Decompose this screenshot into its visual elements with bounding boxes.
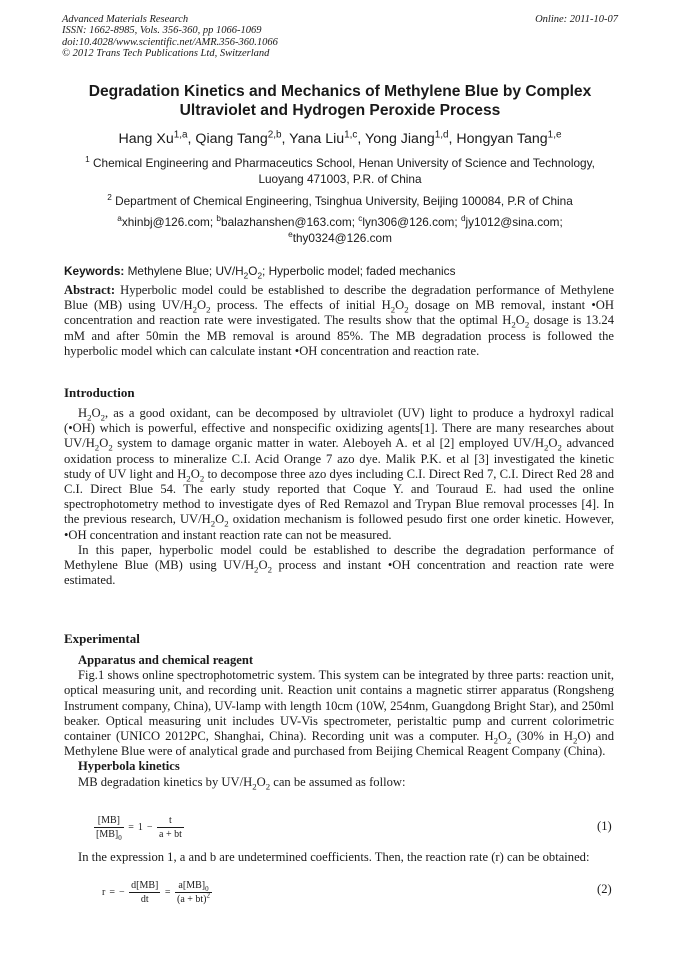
- author-mark: 1,c: [344, 129, 358, 141]
- abstract: [64, 283, 614, 359]
- email-mark: e: [288, 230, 293, 240]
- text-run: O: [215, 512, 225, 527]
- subscript: 2: [100, 412, 106, 423]
- affiliation-text: Luoyang 471003, P.R. of China: [258, 172, 422, 186]
- abstract-text: Hyperbolic model could be established to describe the degradation performance of Methylene Blue (MB) using UV/H: [64, 283, 614, 313]
- keywords-label: Keywords:: [64, 264, 125, 278]
- numerator: [MB]: [94, 815, 124, 828]
- subscript: 2: [507, 735, 512, 746]
- denominator: a + bt: [159, 829, 182, 840]
- text-run: (30% in H: [511, 729, 573, 744]
- equals-sign: =: [109, 887, 115, 898]
- subscript: 2: [254, 564, 259, 575]
- email-list: [62, 214, 618, 246]
- journal-header: [62, 14, 618, 59]
- text-run: O: [190, 466, 200, 481]
- text-run: O: [91, 406, 101, 420]
- doi-line: doi:10.4028/www.scientific.net/AMR.356-360.1066: [62, 36, 278, 48]
- subscript: 2: [557, 442, 562, 453]
- paper-title: [62, 82, 618, 120]
- superscript: 2: [206, 891, 211, 900]
- subscript: 2: [243, 271, 249, 281]
- text-run: process and instant •OH concentration and reaction rate were estimated.: [64, 558, 614, 588]
- subscript: 2: [210, 518, 216, 529]
- minus-sign: −: [118, 887, 125, 898]
- fraction: [157, 815, 184, 840]
- subscript: 2: [267, 564, 272, 575]
- paragraph: [64, 406, 614, 543]
- subscript: 2: [404, 304, 409, 315]
- subscript: 2: [257, 271, 263, 281]
- fraction: [94, 815, 124, 840]
- abstract-text: O: [197, 298, 207, 313]
- text-run: O: [99, 436, 109, 451]
- text-run: MB degradation kinetics by UV/H: [78, 774, 253, 789]
- numerator: d[MB]: [131, 880, 159, 891]
- journal-name: Advanced Materials Research: [62, 14, 189, 25]
- experimental-body-continued: [64, 850, 614, 865]
- subsection-heading-hyperbola: Hyperbola kinetics: [78, 759, 180, 774]
- email-address: thy0324@126.com: [292, 231, 392, 245]
- keywords-text: O: [248, 264, 258, 278]
- affiliation-1: [62, 155, 618, 187]
- text-run: O: [258, 558, 268, 573]
- paragraph: [64, 775, 614, 790]
- author-name: Qiang Tang: [195, 131, 268, 147]
- denominator-text: [MB]: [96, 829, 119, 840]
- equation-number: (1): [597, 819, 612, 833]
- email-mark: b: [216, 214, 222, 224]
- keywords-text: Methylene Blue; UV/H: [127, 264, 244, 278]
- introduction-body: [64, 406, 614, 588]
- subsection-heading-apparatus: Apparatus and chemical reagent: [78, 653, 254, 667]
- subscript: 2: [493, 735, 498, 746]
- email-mark: a: [117, 214, 122, 224]
- section-heading-experimental: Experimental: [64, 631, 140, 646]
- text-run: O: [497, 729, 508, 744]
- subscript: 2: [543, 442, 549, 453]
- author-mark: 1,d: [434, 129, 449, 141]
- denominator: dt: [140, 894, 149, 905]
- email-address: balazhanshen@163.com;: [221, 215, 355, 229]
- abstract-text: O: [515, 313, 525, 328]
- paragraph: [64, 668, 614, 759]
- minus-sign: −: [146, 822, 153, 833]
- text-run: , as a good oxidant, can be decomposed by ultraviolet (UV) light to produce a hydroxyl radical (•OH) which is powerful, effective and nonspecific oxidizing agents[1]. There are many researches about UV/H: [64, 406, 614, 451]
- fraction: [175, 880, 212, 905]
- subscript: 2: [94, 442, 100, 453]
- experimental-body: [64, 653, 614, 790]
- affiliation-mark: 1: [85, 155, 90, 165]
- subscript: 2: [265, 781, 271, 792]
- text-run: oxidation mechanism is followed pesudo first one order kinetic. However, •OH concentration and instant reaction rate can not be measured.: [64, 512, 615, 542]
- email-mark: d: [460, 214, 466, 224]
- author-mark: 1,a: [173, 129, 188, 141]
- author-name: Hongyan Tang: [456, 131, 548, 147]
- abstract-text: dosage is 13.24 mM and after 50min the MB removal is around 85%. The MB degradation process is followed the hyperbolic model which can calculate instant •OH concentration and reaction rate.: [64, 313, 615, 358]
- author-name: Yong Jiang: [365, 131, 435, 147]
- subscript: 2: [199, 473, 205, 484]
- equation-2: [100, 880, 212, 905]
- text-run: O) and Methylene Blue were of analytical grade and purchased from Beijing Chemical Reagent Company (China).: [64, 729, 614, 759]
- numerator-text: a[MB]: [178, 880, 206, 891]
- affiliation-2: [62, 193, 618, 209]
- subscript: 2: [511, 319, 516, 330]
- text-run: In this paper, hyperbolic model could be established to describe the degradation performance of Methylene Blue (MB) using UV/H: [64, 542, 614, 573]
- title-line-2: Ultraviolet and Hydrogen Peroxide Process: [179, 102, 501, 119]
- subscript: 2: [252, 781, 257, 792]
- author-mark: 2,b: [267, 129, 282, 141]
- equals-sign: =: [164, 887, 171, 898]
- author-name: Hang Xu: [118, 131, 174, 147]
- subscript: 2: [186, 473, 191, 484]
- subscript: 2: [224, 518, 229, 529]
- abstract-text: dosage on MB removal, instant •OH concentration and reaction rate were investigated. The results show that the optimal H: [64, 298, 614, 328]
- equation-1: [94, 815, 184, 840]
- text-run: O: [548, 436, 558, 451]
- fraction: [129, 880, 160, 905]
- affiliation-mark: 2: [107, 193, 112, 203]
- text-run: H: [78, 406, 88, 420]
- email-mark: c: [358, 214, 363, 224]
- email-address: jy1012@sina.com;: [465, 215, 563, 229]
- subscript: 2: [108, 442, 113, 453]
- section-heading-introduction: Introduction: [64, 385, 135, 400]
- subscript: 2: [573, 735, 578, 746]
- author-list: Hang Xu$^{1,a}$, Qiang Tang$^{2,b}$, Yana Liu$^{1,c}$, Yong Jiang$^{1,d}$, Hongyan Tang$^{1,e}$: [118, 129, 562, 147]
- equals-sign: =: [128, 822, 134, 833]
- online-date: Online: 2011-10-07: [535, 14, 618, 25]
- numerator: t: [157, 815, 184, 828]
- denominator: [94, 828, 124, 840]
- paragraph: In the expression 1, a and b are undetermined coefficients. Then, the reaction rate (r) can be obtained:: [78, 850, 590, 864]
- text-run: Fig.1 shows online spectrophotometric system. This system can be integrated by three parts: reaction unit, optical measuring unit, and recording unit. Reaction unit contains a magnetic stirrer apparatus (Rongsheng Instrument company, China), UV-lamp with length 10cm (10W, 254nm, Guangdong Bright Star), and 250ml beaker. Optical measuring unit includes UV-Vis spectrometer, peristaltic pump and current colorimetric container (UNICO 2012PC, Shanghai, China). Recording unit was a computer. H: [64, 668, 614, 744]
- abstract-text: process. The effects of initial H: [210, 298, 391, 313]
- title-line-1: Degradation Kinetics and Mechanics of Methylene Blue by Complex: [88, 83, 592, 100]
- subscript: 2: [192, 304, 198, 315]
- paragraph: [64, 543, 614, 589]
- email-address: lyn306@126.com;: [362, 215, 458, 229]
- equation-number: (2): [597, 882, 612, 896]
- text-run: advanced oxidation process to mineralize C.I. Acid Orange 7 azo dye. Malik P.K. et al [3] investigated the kinetic study of UV light and H: [64, 436, 614, 481]
- author-name: Yana Liu: [289, 131, 345, 147]
- keywords-text: ; Hyperbolic model; faded mechanics: [262, 264, 456, 278]
- text-run: can be assumed as follow:: [270, 774, 406, 789]
- affiliation-text: Chemical Engineering and Pharmaceutics School, Henan University of Science and Technology,: [93, 156, 595, 170]
- subscript: 0: [205, 885, 209, 893]
- text-run: system to damage organic matter in water. Aleboyeh A. et al [2] employed UV/H: [112, 436, 544, 451]
- denominator-text: (a + bt): [177, 894, 207, 905]
- subscript: 2: [87, 412, 92, 423]
- abstract-label: Abstract:: [64, 283, 116, 297]
- denominator: [175, 893, 212, 905]
- subscript: 2: [524, 319, 530, 330]
- copyright-line: © 2012 Trans Tech Publications Ltd, Switzerland: [62, 47, 270, 59]
- constant: 1: [137, 822, 143, 833]
- text-run: O: [256, 774, 266, 789]
- issn-line: ISSN: 1662-8985, Vols. 356-360, pp 1066-1069: [62, 25, 262, 37]
- author-mark: 1,e: [547, 129, 562, 141]
- variable: r: [102, 887, 106, 898]
- subscript: 2: [390, 304, 396, 315]
- keywords: [64, 263, 620, 279]
- text-run: to decompose three azo dyes including C.I. Direct Red 7, C.I. Direct Red 28 and C.I. Direct Blue 54. The early study reported that Coque Y. and Touraud E. had used the online spectrophotometry method to investigate dyes of Red Remazol and Trypan Blue removal processes [4]. In the previous research, UV/H: [64, 466, 614, 527]
- abstract-text: O: [395, 298, 405, 313]
- subscript: 2: [206, 304, 211, 315]
- subscript: 0: [118, 834, 122, 842]
- affiliation-text: Department of Chemical Engineering, Tsinghua University, Beijing 100084, P.R of China: [115, 194, 573, 208]
- email-address: xhinbj@126.com;: [121, 215, 214, 229]
